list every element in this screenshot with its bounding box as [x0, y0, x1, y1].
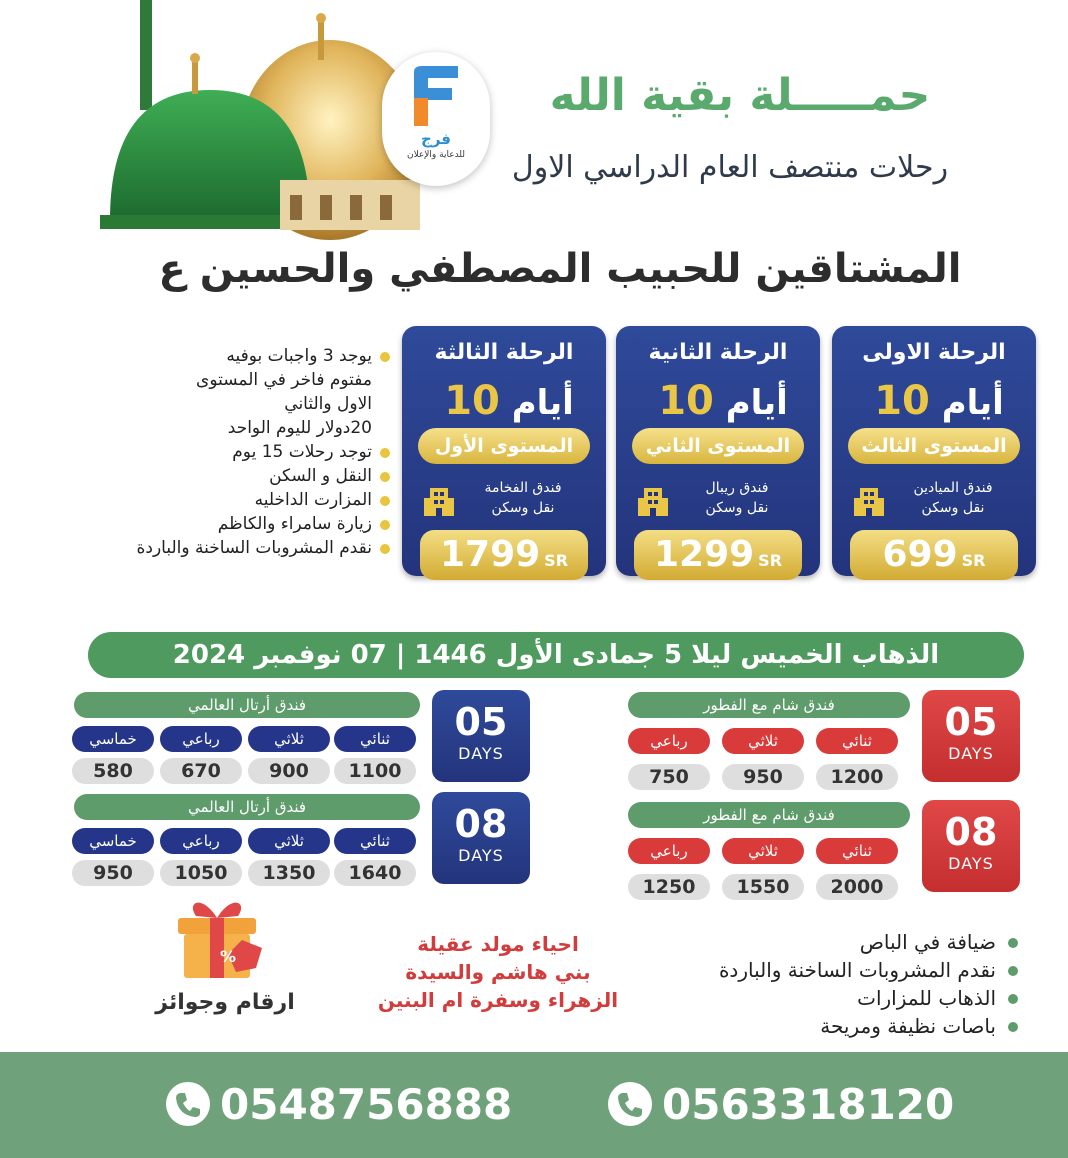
transport-info: نقل وسكن	[491, 500, 555, 516]
transport-info: نقل وسكن	[705, 500, 769, 516]
hotel-building-icon	[638, 482, 668, 516]
logo-name: فرج	[421, 130, 451, 148]
bullet-dot-icon	[1008, 966, 1018, 976]
duration-number: 10	[444, 378, 500, 424]
phone-icon	[608, 1082, 652, 1126]
hotel-building-icon	[854, 482, 884, 516]
room-price: 1250	[628, 874, 710, 900]
feature-text: النقل و السكن	[269, 466, 372, 486]
gift-box-icon	[172, 888, 264, 980]
trip-card-second[interactable]	[616, 326, 820, 576]
feature-item	[60, 416, 390, 440]
days-label: DAYS	[948, 744, 994, 763]
room-type-pill: ثنائي	[334, 726, 416, 752]
room-price: 1350	[248, 860, 330, 886]
bullet-dot-icon	[380, 352, 390, 362]
trip-hotel-info	[672, 478, 802, 518]
trip-price	[634, 530, 802, 580]
package-hotel-name: فندق أرتال العالمي	[74, 692, 420, 718]
room-type-pill: خماسي	[72, 828, 154, 854]
days-number: 08	[454, 802, 508, 846]
occasion-line: احياء مولد عقيلة	[417, 932, 579, 956]
feature-item	[60, 344, 390, 368]
prizes-label: ارقام وجوائز	[155, 990, 295, 1015]
phone-number: 0548756888	[220, 1080, 513, 1129]
campaign-title: حمـــــلة بقية الله	[549, 70, 931, 121]
features-list	[60, 344, 390, 560]
feature-text: توجد رحلات 15 يوم	[232, 442, 372, 462]
feature-text: المزارت الداخليه	[254, 490, 372, 510]
room-type-pill: رباعي	[160, 726, 242, 752]
feature-item	[60, 512, 390, 536]
trip-level: المستوى الأول	[418, 428, 590, 464]
trip-duration	[832, 378, 1036, 424]
room-price: 900	[248, 758, 330, 784]
price-currency: SR	[544, 551, 569, 570]
logo-tagline: للدعاية والإعلان	[406, 150, 466, 160]
service-item	[640, 984, 1022, 1012]
service-text: باصات نظيفة ومريحة	[820, 1014, 996, 1038]
bullet-dot-icon	[1008, 938, 1018, 948]
room-type-pill: ثلاثي	[722, 838, 804, 864]
bullet-dot-icon	[1008, 1022, 1018, 1032]
room-price: 580	[72, 758, 154, 784]
room-type-pill: ثنائي	[816, 728, 898, 754]
duration-number: 10	[874, 378, 930, 424]
days-badge	[432, 690, 530, 782]
trip-title: الرحلة الثانية	[648, 340, 788, 365]
room-type-pill: خماسي	[72, 726, 154, 752]
service-item	[640, 956, 1022, 984]
room-type-pill: ثلاثي	[722, 728, 804, 754]
service-item	[640, 1012, 1022, 1040]
phone-link-primary[interactable]	[608, 1078, 954, 1132]
duration-word: أيام	[725, 383, 788, 423]
room-type-pill: رباعي	[160, 828, 242, 854]
phone-link-secondary[interactable]	[166, 1078, 512, 1132]
room-price: 670	[160, 758, 242, 784]
room-type-pill: رباعي	[628, 728, 710, 754]
feature-item	[60, 536, 390, 560]
duration-word: أيام	[941, 383, 1004, 423]
hotel-name: فندق الميادين	[913, 480, 993, 496]
feature-text: الاول والثاني	[284, 394, 372, 414]
package-hotel-name: فندق شام مع الفطور	[628, 802, 910, 828]
price-value: 1799	[439, 534, 541, 575]
hotel-name: فندق الفخامة	[484, 480, 562, 496]
phone-icon	[166, 1082, 210, 1126]
bullet-dot-icon	[380, 544, 390, 554]
service-text: ضيافة في الباص	[859, 930, 996, 954]
occasion-line: بني هاشم والسيدة	[405, 960, 591, 984]
room-price: 1200	[816, 764, 898, 790]
feature-text: 20دولار لليوم الواحد	[227, 418, 372, 438]
feature-text: نقدم المشروبات الساخنة والباردة	[136, 538, 372, 558]
price-value: 699	[882, 534, 958, 575]
logo-f-icon	[408, 64, 464, 130]
days-label: DAYS	[458, 846, 504, 865]
bullet-dot-icon	[380, 496, 390, 506]
room-type-pill: ثلاثي	[248, 726, 330, 752]
package-hotel-name: فندق أرتال العالمي	[74, 794, 420, 820]
feature-item	[60, 392, 390, 416]
days-number: 08	[944, 810, 998, 854]
days-badge	[432, 792, 530, 884]
headline: المشتاقين للحبيب المصطفي والحسين ع	[158, 246, 962, 292]
price-currency: SR	[758, 551, 783, 570]
trip-hotel-info	[888, 478, 1018, 518]
room-price: 950	[722, 764, 804, 790]
hotel-building-icon	[424, 482, 454, 516]
bullet-dot-icon	[380, 520, 390, 530]
trip-title: الرحلة الاولى	[862, 340, 1006, 365]
room-price: 2000	[816, 874, 898, 900]
trip-duration	[616, 378, 820, 424]
room-price: 1640	[334, 860, 416, 886]
occasion-line: الزهراء وسفرة ام البنين	[377, 988, 619, 1012]
days-label: DAYS	[458, 744, 504, 763]
trip-level: المستوى الثاني	[632, 428, 804, 464]
feature-text: يوجد 3 واجبات بوفيه	[226, 346, 372, 366]
services-list	[640, 928, 1022, 1040]
trip-price	[850, 530, 1018, 580]
service-text: نقدم المشروبات الساخنة والباردة	[718, 958, 996, 982]
room-type-pill: ثنائي	[816, 838, 898, 864]
trip-card-first[interactable]	[832, 326, 1036, 576]
occasion-text	[370, 930, 626, 1014]
days-number: 05	[944, 700, 998, 744]
phone-number: 0563318120	[662, 1080, 955, 1129]
days-badge	[922, 690, 1020, 782]
days-badge	[922, 800, 1020, 892]
price-currency: SR	[961, 551, 986, 570]
duration-number: 10	[658, 378, 714, 424]
days-label: DAYS	[948, 854, 994, 873]
package-hotel-name: فندق شام مع الفطور	[628, 692, 910, 718]
bullet-dot-icon	[380, 448, 390, 458]
feature-text: زيارة سامراء والكاظم	[217, 514, 372, 534]
service-text: الذهاب للمزارات	[857, 986, 996, 1010]
room-price: 750	[628, 764, 710, 790]
campaign-subtitle: رحلات منتصف العام الدراسي الاول	[511, 150, 949, 185]
bullet-dot-icon	[1008, 994, 1018, 1004]
bullet-dot-icon	[380, 472, 390, 482]
trip-hotel-info	[458, 478, 588, 518]
service-item	[640, 928, 1022, 956]
feature-item	[60, 368, 390, 392]
price-value: 1299	[653, 534, 755, 575]
departure-date-banner: الذهاب الخميس ليلا 5 جمادى الأول 1446 | 07 نوفمبر 2024	[88, 632, 1024, 678]
feature-item	[60, 488, 390, 512]
room-price: 1550	[722, 874, 804, 900]
room-type-pill: ثنائي	[334, 828, 416, 854]
room-price: 1100	[334, 758, 416, 784]
room-type-pill: ثلاثي	[248, 828, 330, 854]
room-price: 950	[72, 860, 154, 886]
trip-title: الرحلة الثالثة	[434, 340, 574, 365]
mosque-domes-image	[100, 0, 420, 240]
feature-item	[60, 440, 390, 464]
hotel-name: فندق ريبال	[705, 480, 769, 496]
feature-text: مفتوم فاخر في المستوى	[196, 370, 372, 390]
svg-text:%: %	[219, 947, 236, 966]
days-number: 05	[454, 700, 508, 744]
feature-item	[60, 464, 390, 488]
trip-price	[420, 530, 588, 580]
room-type-pill: رباعي	[628, 838, 710, 864]
transport-info: نقل وسكن	[921, 500, 985, 516]
trip-level: المستوى الثالث	[848, 428, 1020, 464]
trip-card-third[interactable]	[402, 326, 606, 576]
duration-word: أيام	[511, 383, 574, 423]
room-price: 1050	[160, 860, 242, 886]
trip-duration	[402, 378, 606, 424]
